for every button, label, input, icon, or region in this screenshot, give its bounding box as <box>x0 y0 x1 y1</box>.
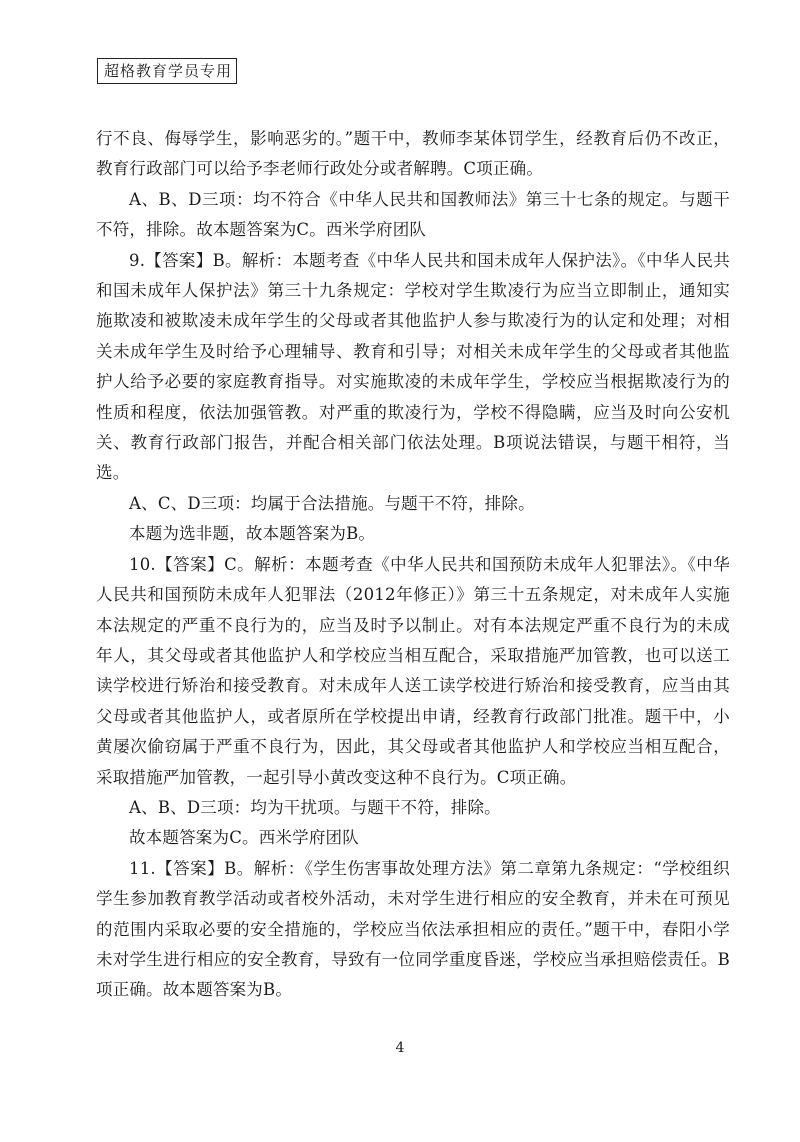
document-body <box>96 124 730 1006</box>
paragraph-continuation: 行不良、侮辱学生，影响恶劣的。”题干中，教师李某体罚学生，经教育后仍不改正，教育行政部门可以给予李老师行政处分或者解聘。C项正确。 <box>96 129 730 179</box>
header-label-box <box>97 58 237 84</box>
header-label: 超格教育学员专用 <box>104 62 233 80</box>
page-number: 4 <box>395 1040 405 1056</box>
paragraph-q9-conclusion: 本题为选非题，故本题答案为B。 <box>129 524 376 544</box>
paragraph-q11-answer: 11.【答案】B。解析：《学生伤害事故处理方法》第二章第九条规定：“学校组织学生参加教育教学活动或者校外活动，未对学生进行相应的安全教育，并未在可预见的范围内采取必要的安全措施的，学校应当依法承担相应的责任。”题干中，春阳小学未对学生进行相应的安全教育，导致有一位同学重度昏迷，学校应当承担赔偿责任。B项正确。故本题答案为B。 <box>96 858 730 1000</box>
paragraph-q10-answer: 10.【答案】C。解析：本题考查《中华人民共和国预防未成年人犯罪法》。《中华人民共和国预防未成年人犯罪法（2012年修正）》第三十五条规定，对未成年人实施本法规定的严重不良行为的，应当及时予以制止。对有本法规定严重不良行为的未成年人，其父母或者其他监护人和学校应当相互配合，采取措施严加管教，也可以送工读学校进行矫治和接受教育。对未成年人送工读学校进行矫治和接受教育，应当由其父母或者其他监护人，或者原所在学校提出申请，经教育行政部门批准。题干中，小黄屡次偷窃属于严重不良行为，因此，其父母或者其他监护人和学校应当相互配合，采取措施严加管教，一起引导小黄改变这种不良行为。C项正确。 <box>96 554 730 787</box>
paragraph-q10-options: A、B、D三项：均为干扰项。与题干不符，排除。 <box>129 797 501 817</box>
paragraph-q9-answer: 9.【答案】B。解析：本题考查《中华人民共和国未成年人保护法》。《中华人民共和国未成年人保护法》第三十九条规定：学校对学生欺凌行为应当立即制止，通知实施欺凌和被欺凌未成年学生的父母或者其他监护人参与欺凌行为的认定和处理；对相关未成年学生及时给予心理辅导、教育和引导；对相关未成年学生的父母或者其他监护人给予必要的家庭教育指导。对实施欺凌的未成年学生，学校应当根据欺凌行为的性质和程度，依法加强管教。对严重的欺凌行为，学校不得隐瞒，应当及时向公安机关、教育行政部门报告，并配合相关部门依法处理。B项说法错误，与题干相符，当选。 <box>96 250 730 483</box>
paragraph-q8-options: A、B、D三项：均不符合《中华人民共和国教师法》第三十七条的规定。与题干不符，排除。故本题答案为C。西米学府团队 <box>96 189 730 240</box>
paragraph-q10-conclusion: 故本题答案为C。西米学府团队 <box>129 828 359 848</box>
paragraph-q9-options: A、C、D三项：均属于合法措施。与题干不符，排除。 <box>129 493 535 513</box>
